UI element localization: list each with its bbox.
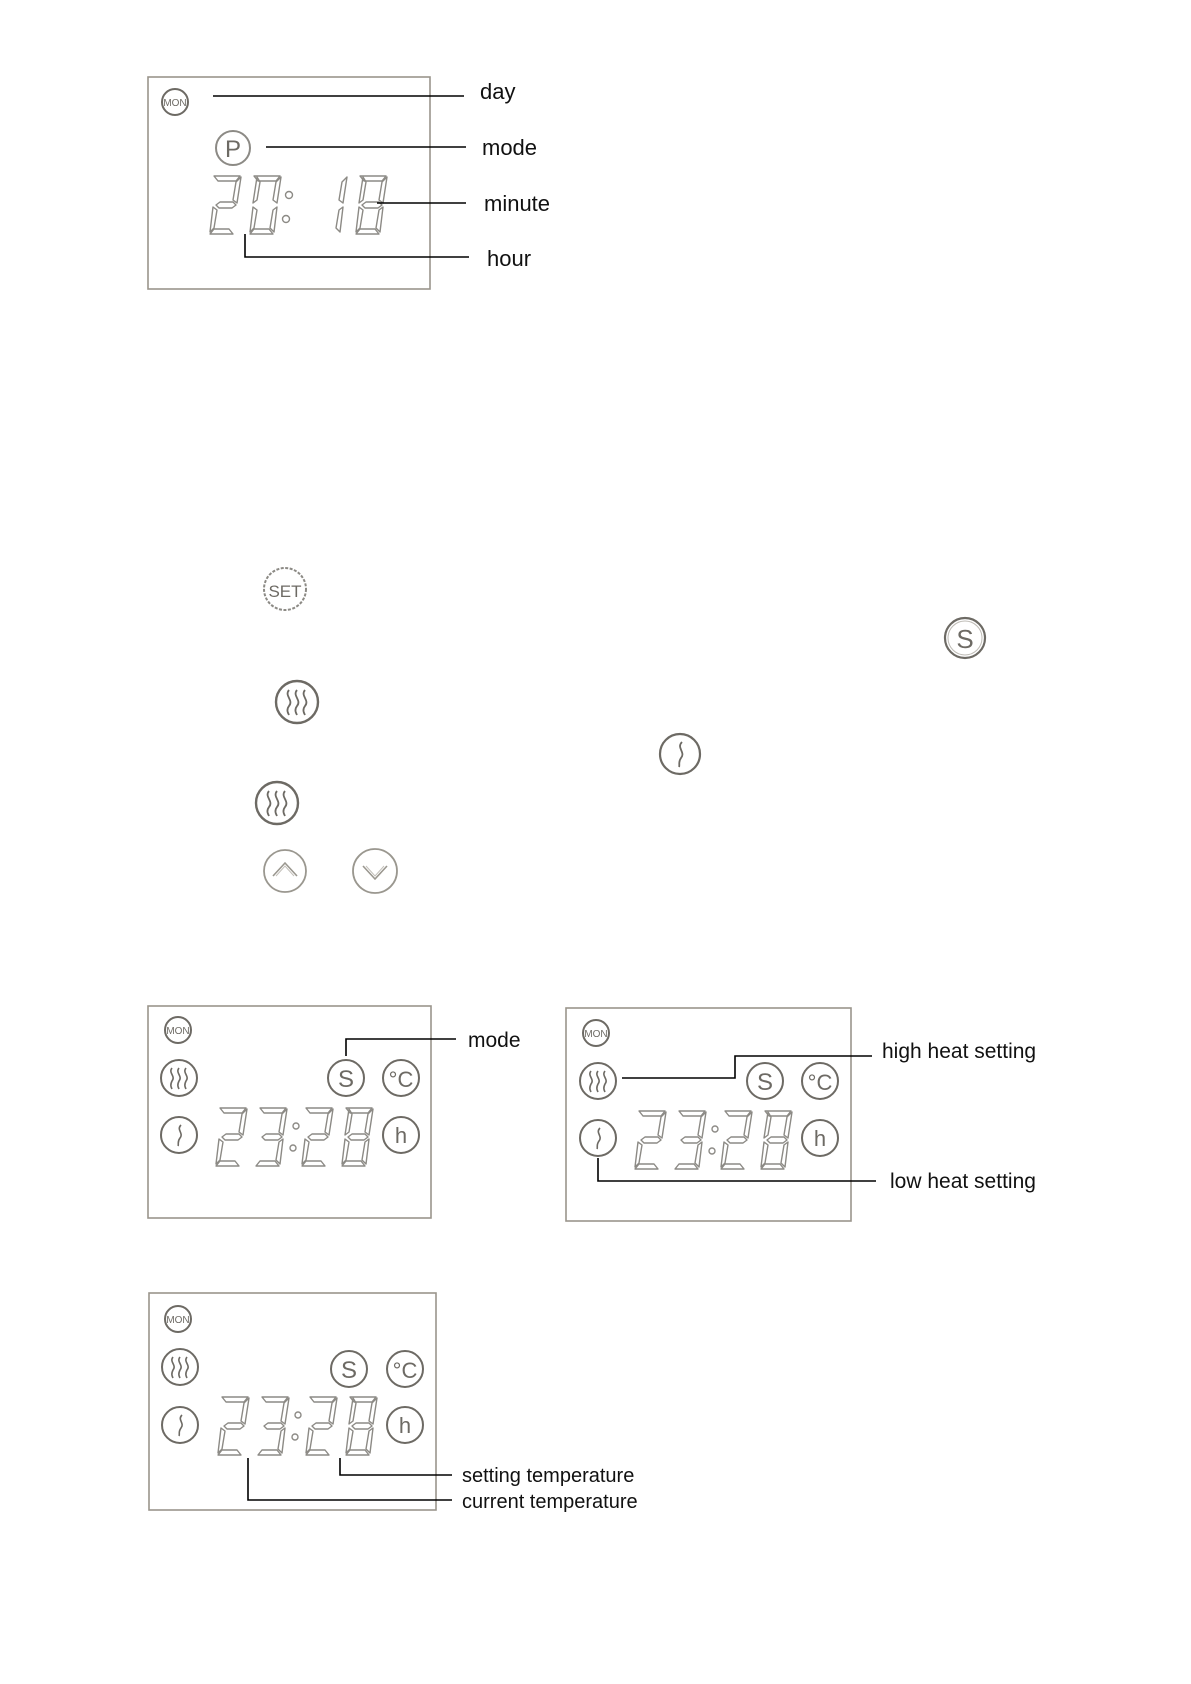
high-heat-icon: [580, 1063, 616, 1099]
low-heat-icon: [161, 1117, 197, 1153]
hour-digits: [635, 1111, 706, 1169]
s-button-icon: [945, 618, 985, 658]
mode-display-panel: [148, 1006, 521, 1218]
segment-digit: [256, 1108, 287, 1166]
heat-display-panel: [566, 1008, 1036, 1221]
s-mode-icon: [747, 1063, 783, 1099]
celsius-text: °C: [807, 1070, 833, 1095]
segment-digit: [346, 1397, 377, 1455]
s-mode-icon: [331, 1351, 367, 1387]
segment-digit: [342, 1108, 373, 1166]
down-arrow-icon: [353, 849, 397, 893]
leader-lines: [248, 1458, 452, 1500]
temp-separator: [292, 1412, 301, 1440]
hour-digits: [210, 176, 281, 234]
celsius-text: °C: [392, 1358, 418, 1383]
time-display-panel: [148, 77, 550, 289]
high-heat-icon: [276, 681, 318, 723]
panel-frame: [148, 1006, 431, 1218]
segment-digit: [356, 176, 387, 234]
program-mode-letter: P: [224, 136, 242, 163]
hour-unit-icon: [387, 1407, 423, 1443]
segment-digit: [210, 176, 241, 234]
mon-badge-text: MON: [166, 1315, 190, 1326]
temperature-display-panel: [149, 1293, 638, 1513]
panel-frame: [566, 1008, 851, 1221]
hour-unit-text: h: [398, 1413, 412, 1438]
segment-digit: [218, 1397, 249, 1455]
current-temp-digits: [218, 1397, 289, 1455]
set-button-text: SET: [268, 582, 302, 601]
set-button-icon: [264, 568, 306, 610]
low-heat-icon: [162, 1407, 198, 1443]
segment-digit: [216, 1108, 247, 1166]
label-hour: hour: [487, 246, 532, 271]
high-heat-icon: [162, 1349, 198, 1385]
minute-digits: [721, 1111, 792, 1169]
s-mode-text: S: [340, 1357, 358, 1384]
label-setting-temperature: setting temperature: [462, 1465, 635, 1487]
time-colon: [709, 1126, 718, 1154]
segment-digit: [258, 1397, 289, 1455]
segment-digit: [761, 1111, 792, 1169]
segment-digit: [635, 1111, 666, 1169]
mon-badge-text: MON: [163, 98, 187, 109]
s-mode-text: S: [337, 1066, 355, 1093]
mon-badge-text: MON: [584, 1029, 608, 1040]
panel-frame: [149, 1293, 436, 1510]
minute-digits: [302, 1108, 373, 1166]
leader-line: [346, 1039, 456, 1056]
hour-digits: [216, 1108, 287, 1166]
label-minute: minute: [484, 191, 551, 216]
time-colon: [283, 192, 293, 223]
mon-badge-icon: [165, 1306, 191, 1332]
label-mode: mode: [468, 1029, 521, 1052]
celsius-icon: [387, 1351, 423, 1387]
segment-digit: [336, 177, 347, 232]
hour-unit-icon: [802, 1120, 838, 1156]
low-heat-icon: [660, 734, 700, 774]
s-mode-text: S: [756, 1069, 774, 1096]
mon-badge-text: MON: [166, 1026, 190, 1037]
program-mode-icon: [216, 131, 250, 165]
s-mode-icon: [328, 1060, 364, 1096]
setting-temp-digits: [306, 1397, 377, 1455]
celsius-text: °C: [388, 1067, 414, 1092]
segment-digit: [306, 1397, 337, 1455]
hour-unit-text: h: [813, 1126, 827, 1151]
celsius-icon: [383, 1060, 419, 1096]
celsius-icon: [802, 1063, 838, 1099]
high-heat-icon-2: [256, 782, 298, 824]
mon-badge-icon: [165, 1017, 191, 1043]
low-heat-icon: [580, 1120, 616, 1156]
up-arrow-icon: [264, 850, 306, 892]
s-button-text: S: [956, 624, 974, 654]
label-day: day: [480, 79, 516, 104]
minute-digits: [336, 176, 387, 234]
label-high-heat: high heat setting: [882, 1040, 1037, 1063]
mon-badge-icon: [583, 1020, 609, 1046]
label-low-heat: low heat setting: [890, 1170, 1036, 1193]
label-current-temperature: current temperature: [462, 1491, 638, 1513]
time-colon: [290, 1123, 299, 1151]
mon-badge-icon: [162, 89, 188, 115]
segment-digit: [721, 1111, 752, 1169]
segment-digit: [302, 1108, 333, 1166]
hour-unit-icon: [383, 1117, 419, 1153]
label-mode: mode: [482, 135, 538, 160]
high-heat-icon: [161, 1060, 197, 1096]
segment-digit: [675, 1111, 706, 1169]
segment-digit: [250, 176, 281, 234]
hour-unit-text: h: [394, 1123, 408, 1148]
